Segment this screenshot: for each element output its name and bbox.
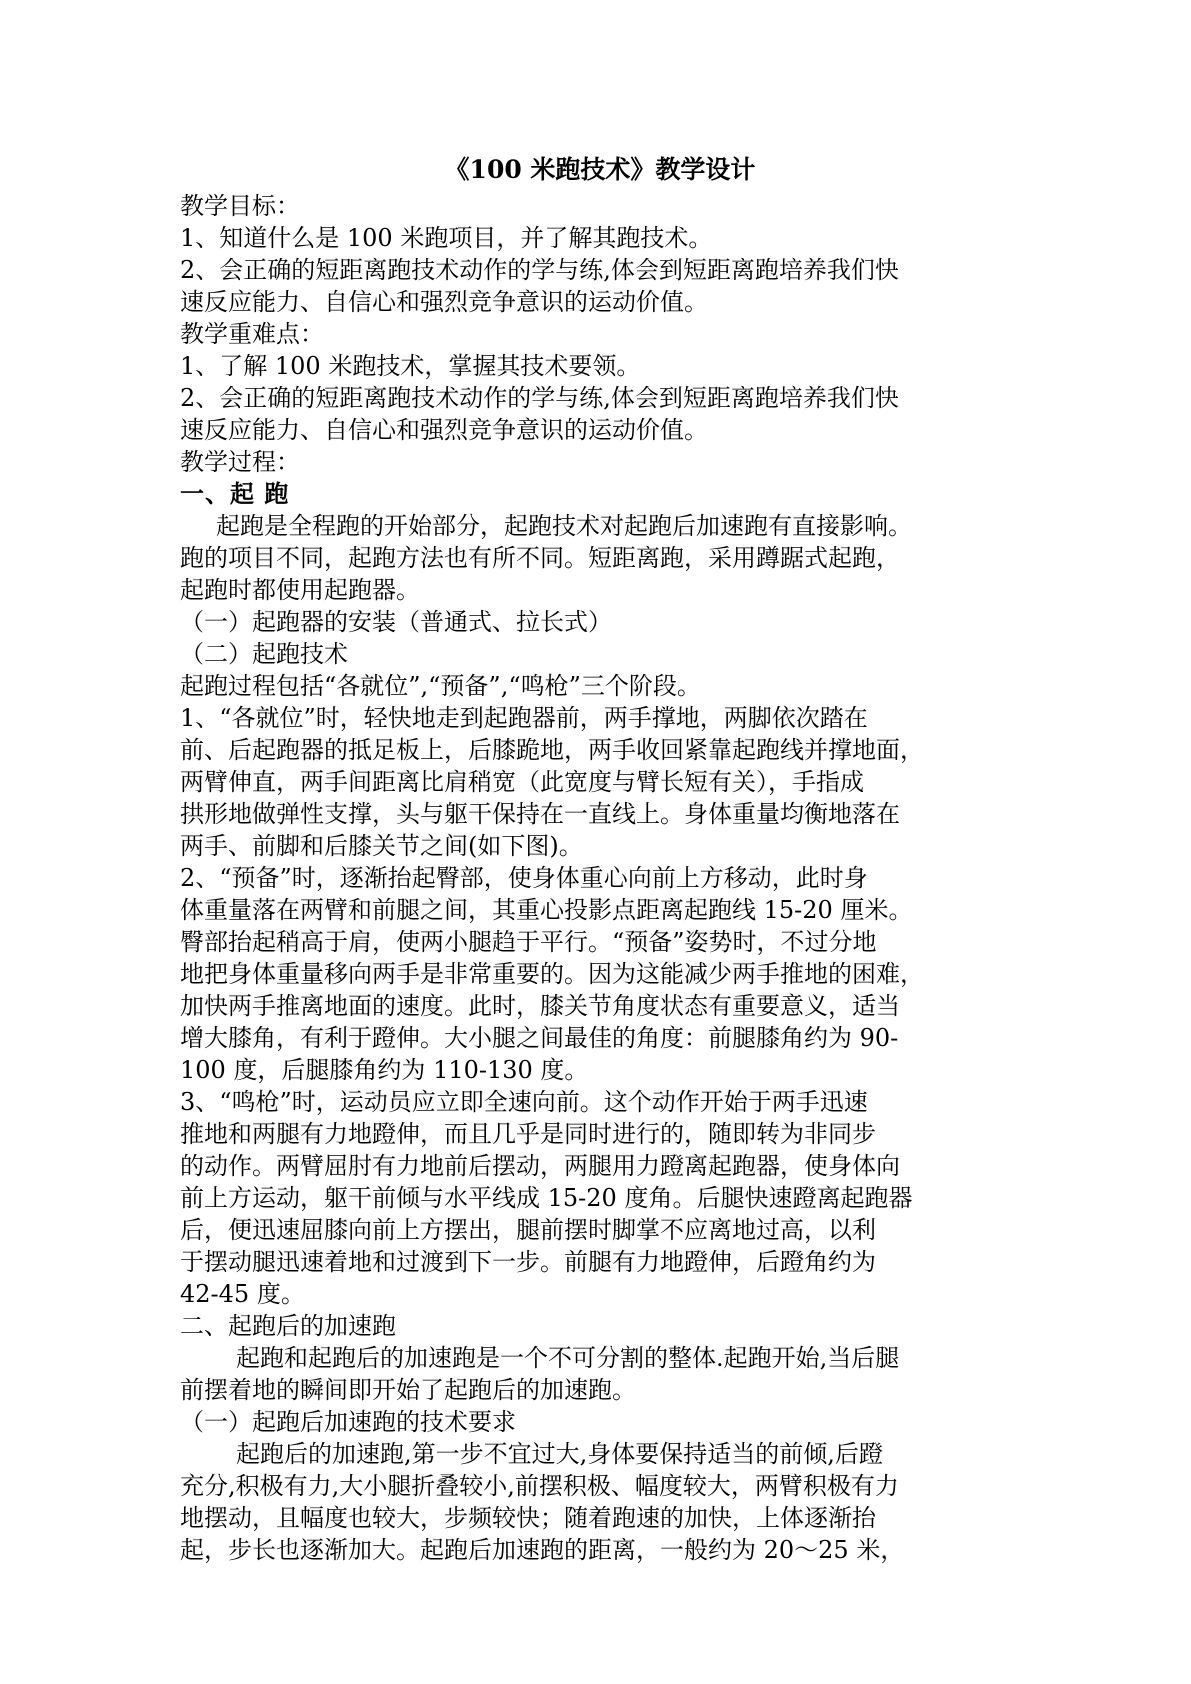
text-line: 地把身体重量移向两手是非常重要的。因为这能减少两手推地的困难， xyxy=(180,960,924,988)
page-title: 《100 米跑技术》教学设计 xyxy=(444,155,756,184)
text-line: （一）起跑后加速跑的技术要求 xyxy=(180,1408,516,1436)
text-line: 后，便迅速屈膝向前上方摆出，腿前摆时脚掌不应离地过高，以利 xyxy=(180,1216,876,1244)
text-line: 跑的项目不同，起跑方法也有所不同。短距离跑，采用蹲踞式起跑， xyxy=(180,544,900,572)
text-line: 2、“预备”时，逐渐抬起臀部，使身体重心向前上方移动，此时身 xyxy=(180,864,868,892)
text-line: 起跑和起跑后的加速跑是一个不可分割的整体.起跑开始,当后腿 xyxy=(236,1344,900,1372)
text-line: 加快两手推离地面的速度。此时，膝关节角度状态有重要意义，适当 xyxy=(180,992,900,1020)
text-line: 前上方运动，躯干前倾与水平线成 15-20 度角。后腿快速蹬离起跑器 xyxy=(180,1184,913,1212)
text-line: 1、“各就位”时，轻快地走到起跑器前，两手撑地，两脚依次踏在 xyxy=(180,704,868,732)
text-line: 两手、前脚和后膝关节之间(如下图)。 xyxy=(180,832,583,860)
text-line: 增大膝角，有利于蹬伸。大小腿之间最佳的角度：前腿膝角约为 90- xyxy=(180,1024,899,1052)
section-heading: 一、起 跑 xyxy=(180,479,290,508)
text-line: 拱形地做弹性支撑，头与躯干保持在一直线上。身体重量均衡地落在 xyxy=(180,800,900,828)
text-line: 推地和两腿有力地蹬伸，而且几乎是同时进行的，随即转为非同步 xyxy=(180,1120,876,1148)
text-line: 起跑过程包括“各就位”,“预备”,“鸣枪”三个阶段。 xyxy=(180,672,701,700)
text-line: （一）起跑器的安装（普通式、拉长式） xyxy=(180,608,612,636)
text-line: 教学目标： xyxy=(180,192,300,220)
text-line: 体重量落在两臂和前腿之间，其重心投影点距离起跑线 15-20 厘米。 xyxy=(180,896,913,924)
document-body xyxy=(180,150,1010,1566)
text-line: 起跑后的加速跑,第一步不宜过大,身体要保持适当的前倾,后蹬 xyxy=(236,1440,883,1468)
text-line: 起，步长也逐渐加大。起跑后加速跑的距离，一般约为 20～25 米， xyxy=(180,1536,905,1564)
text-line: 2、会正确的短距离跑技术动作的学与练,体会到短距离跑培养我们快 xyxy=(180,256,899,284)
text-line: 两臂伸直，两手间距离比肩稍宽（此宽度与臂长短有关），手指成 xyxy=(180,768,864,796)
text-line: 二、起跑后的加速跑 xyxy=(180,1312,396,1340)
text-line: 教学过程： xyxy=(180,448,300,476)
text-line: 前、后起跑器的抵足板上，后膝跪地，两手收回紧靠起跑线并撑地面， xyxy=(180,736,924,764)
text-line: （二）起跑技术 xyxy=(180,640,348,668)
text-line: 1、知道什么是 100 米跑项目，并了解其跑技术。 xyxy=(180,224,713,252)
text-line: 2、会正确的短距离跑技术动作的学与练,体会到短距离跑培养我们快 xyxy=(180,384,899,412)
text-line: 教学重难点： xyxy=(180,320,324,348)
text-line: 的动作。两臂屈肘有力地前后摆动，两腿用力蹬离起跑器，使身体向 xyxy=(180,1152,900,1180)
paragraph-lines xyxy=(180,190,1010,1566)
text-line: 1、了解 100 米跑技术，掌握其技术要领。 xyxy=(180,352,641,380)
text-line: 前摆着地的瞬间即开始了起跑后的加速跑。 xyxy=(180,1376,636,1404)
text-line: 臀部抬起稍高于肩，使两小腿趋于平行。“预备”姿势时，不过分地 xyxy=(180,928,877,956)
text-line: 速反应能力、自信心和强烈竞争意识的运动价值。 xyxy=(180,288,708,316)
text-line: 速反应能力、自信心和强烈竞争意识的运动价值。 xyxy=(180,416,708,444)
text-line: 起跑是全程跑的开始部分，起跑技术对起跑后加速跑有直接影响。 xyxy=(216,512,912,540)
text-line: 充分,积极有力,大小腿折叠较小,前摆积极、幅度较大，两臂积极有力 xyxy=(180,1472,899,1500)
text-line: 3、“鸣枪”时，运动员应立即全速向前。这个动作开始于两手迅速 xyxy=(180,1088,868,1116)
text-line: 42-45 度。 xyxy=(180,1280,305,1308)
text-line: 地摆动，且幅度也较大，步频较快；随着跑速的加快，上体逐渐抬 xyxy=(180,1504,876,1532)
text-line: 100 度，后腿膝角约为 110-130 度。 xyxy=(180,1056,589,1084)
text-line: 于摆动腿迅速着地和过渡到下一步。前腿有力地蹬伸，后蹬角约为 xyxy=(180,1248,876,1276)
text-line: 起跑时都使用起跑器。 xyxy=(180,576,420,604)
